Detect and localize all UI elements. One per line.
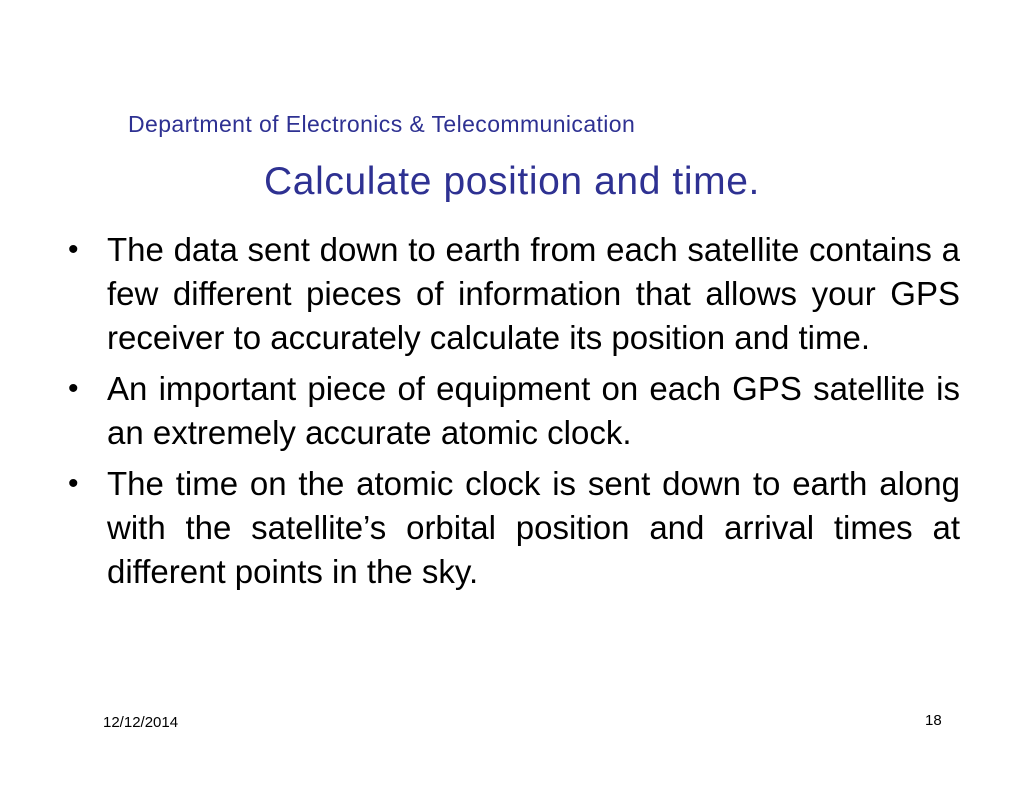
bullet-item — [68, 367, 960, 455]
bullet-text: An important piece of equipment on each GPS satellite is an extremely accurate atomic clock. — [107, 370, 960, 451]
bullet-text: The time on the atomic clock is sent down to earth along with the satellite’s orbital position and arrival times at different points in the sky. — [107, 465, 960, 590]
bullet-item — [68, 462, 960, 594]
department-heading: Department of Electronics & Telecommunication — [128, 111, 636, 137]
bullet-list — [68, 228, 960, 601]
bullet-marker-icon: • — [68, 372, 79, 405]
slide-title: Calculate position and time. — [264, 160, 760, 203]
bullet-text: The data sent down to earth from each satellite contains a few different pieces of information that allows your GPS receiver to accurately calculate its position and time. — [107, 231, 960, 356]
bullet-item — [68, 228, 960, 360]
page-number: 18 — [925, 712, 942, 729]
bullet-marker-icon: • — [68, 233, 79, 266]
footer-date: 12/12/2014 — [103, 714, 179, 731]
bullet-marker-icon: • — [68, 467, 79, 500]
